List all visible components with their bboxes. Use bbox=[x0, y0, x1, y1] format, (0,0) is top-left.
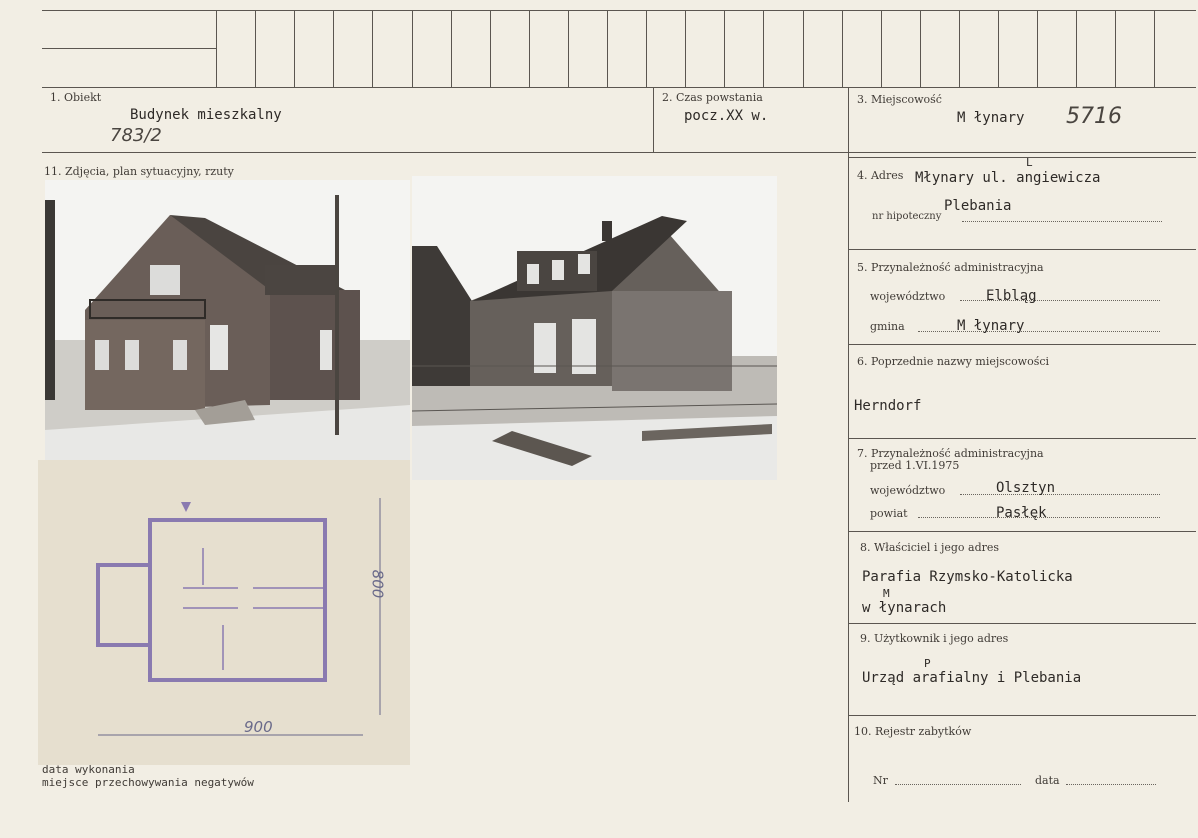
header-grid-line bbox=[685, 10, 686, 88]
uzytkownik-inserted-letter: P bbox=[924, 657, 931, 670]
header-grid-line bbox=[646, 10, 647, 88]
admin-label: 5. Przynależność administracyjna bbox=[857, 261, 1044, 274]
header-grid-line bbox=[803, 10, 804, 88]
header-grid-line bbox=[294, 10, 295, 88]
header-grid-line bbox=[1076, 10, 1077, 88]
czas-value: pocz.XX w. bbox=[684, 108, 769, 124]
hipoteczny-dots bbox=[962, 221, 1162, 222]
uzytkownik-value: Urząd arafialny i Plebania bbox=[862, 670, 1082, 686]
admin-woj-value: Elbląg bbox=[986, 288, 1037, 304]
rejestr-nr-dots bbox=[895, 784, 1021, 785]
adres-value-line2: Plebania bbox=[944, 198, 1012, 214]
obiekt-label: 1. Obiekt bbox=[50, 91, 102, 104]
admin-gmina-dots bbox=[918, 331, 1160, 332]
floor-plan-drawing bbox=[38, 460, 410, 765]
adres-value-line1: Młynary ul. angiewicza bbox=[915, 170, 1101, 186]
header-grid-line bbox=[333, 10, 334, 88]
header-grid-line bbox=[451, 10, 452, 88]
header-mid-rule bbox=[42, 48, 216, 49]
admin1975-woj-label: województwo bbox=[870, 484, 946, 497]
header-grid-line bbox=[1115, 10, 1116, 88]
building-photo-front bbox=[45, 180, 410, 463]
admin-gmina-value: M łynary bbox=[957, 318, 1025, 334]
rule-5 bbox=[848, 249, 1196, 250]
header-grid-line bbox=[1154, 10, 1155, 88]
admin1975-woj-value: Olsztyn bbox=[996, 480, 1056, 496]
footer-line2: miejsce przechowywania negatywów bbox=[42, 776, 254, 789]
admin1975-powiat-label: powiat bbox=[870, 507, 908, 520]
header-grid-line bbox=[412, 10, 413, 88]
col-rule-1 bbox=[653, 87, 654, 152]
adres-label: 4. Adres bbox=[857, 169, 904, 182]
wlasciciel-line1: Parafia Rzymsko-Katolicka bbox=[862, 569, 1073, 585]
building-photo-side bbox=[412, 176, 777, 480]
row1-rule bbox=[42, 152, 1196, 153]
admin1975-label1: 7. Przynależność administracyjna bbox=[857, 447, 1044, 460]
plan-width-dimension: 900 bbox=[244, 718, 273, 736]
rejestr-data-dots bbox=[1066, 784, 1156, 785]
header-grid-line bbox=[255, 10, 256, 88]
admin1975-powiat-value: Pasłęk bbox=[996, 505, 1047, 521]
hipoteczny-label: nr hipoteczny bbox=[872, 211, 942, 222]
rejestr-nr-label: Nr bbox=[873, 774, 888, 787]
rule-9 bbox=[848, 623, 1196, 624]
header-grid-line bbox=[216, 10, 217, 88]
wlasciciel-line2: w łynarach bbox=[862, 600, 947, 616]
poprzednie-value: Herndorf bbox=[854, 398, 922, 414]
poprzednie-label: 6. Poprzednie nazwy miejscowości bbox=[857, 355, 1050, 368]
admin1975-label2: przed 1.VI.1975 bbox=[870, 459, 960, 472]
rule-10 bbox=[848, 715, 1196, 716]
rule-8 bbox=[848, 531, 1196, 532]
floor-plan bbox=[38, 460, 410, 765]
rule-7 bbox=[848, 438, 1196, 439]
rejestr-data-label: data bbox=[1035, 774, 1060, 787]
miejscowosc-value: M łynary bbox=[957, 110, 1025, 126]
header-grid-line bbox=[959, 10, 960, 88]
uzytkownik-label: 9. Użytkownik i jego adres bbox=[860, 632, 1009, 645]
footer-line1: data wykonania bbox=[42, 763, 135, 776]
obiekt-hand-note: 783/2 bbox=[110, 125, 162, 146]
admin-woj-label: województwo bbox=[870, 290, 946, 303]
header-grid-line bbox=[998, 10, 999, 88]
admin1975-woj-dots bbox=[960, 494, 1160, 495]
header-grid-line bbox=[842, 10, 843, 88]
miejscowosc-label: 3. Miejscowość bbox=[857, 93, 942, 106]
wlasciciel-inserted-letter: M bbox=[883, 587, 890, 600]
header-grid-line bbox=[1037, 10, 1038, 88]
miejscowosc-hand-note: 5716 bbox=[1066, 104, 1122, 129]
header-grid-line bbox=[607, 10, 608, 88]
header-grid-line bbox=[881, 10, 882, 88]
admin-gmina-label: gmina bbox=[870, 320, 905, 333]
rule-6 bbox=[848, 344, 1196, 345]
header-grid-line bbox=[920, 10, 921, 88]
header-grid-line bbox=[490, 10, 491, 88]
obiekt-value: Budynek mieszkalny bbox=[130, 107, 282, 123]
czas-label: 2. Czas powstania bbox=[662, 91, 763, 104]
header-grid-line bbox=[568, 10, 569, 88]
rejestr-label: 10. Rejestr zabytków bbox=[854, 725, 972, 738]
wlasciciel-label: 8. Właściciel i jego adres bbox=[860, 541, 1000, 554]
adres-inserted-letter: L bbox=[1026, 156, 1033, 169]
header-grid-line bbox=[763, 10, 764, 88]
plan-depth-dimension: 800 bbox=[368, 569, 387, 599]
col-rule-right bbox=[848, 87, 849, 802]
rule-4 bbox=[848, 157, 1196, 158]
header-grid-line bbox=[724, 10, 725, 88]
header-grid-line bbox=[529, 10, 530, 88]
zdjecia-label: 11. Zdjęcia, plan sytuacyjny, rzuty bbox=[44, 165, 234, 178]
header-grid-line bbox=[372, 10, 373, 88]
